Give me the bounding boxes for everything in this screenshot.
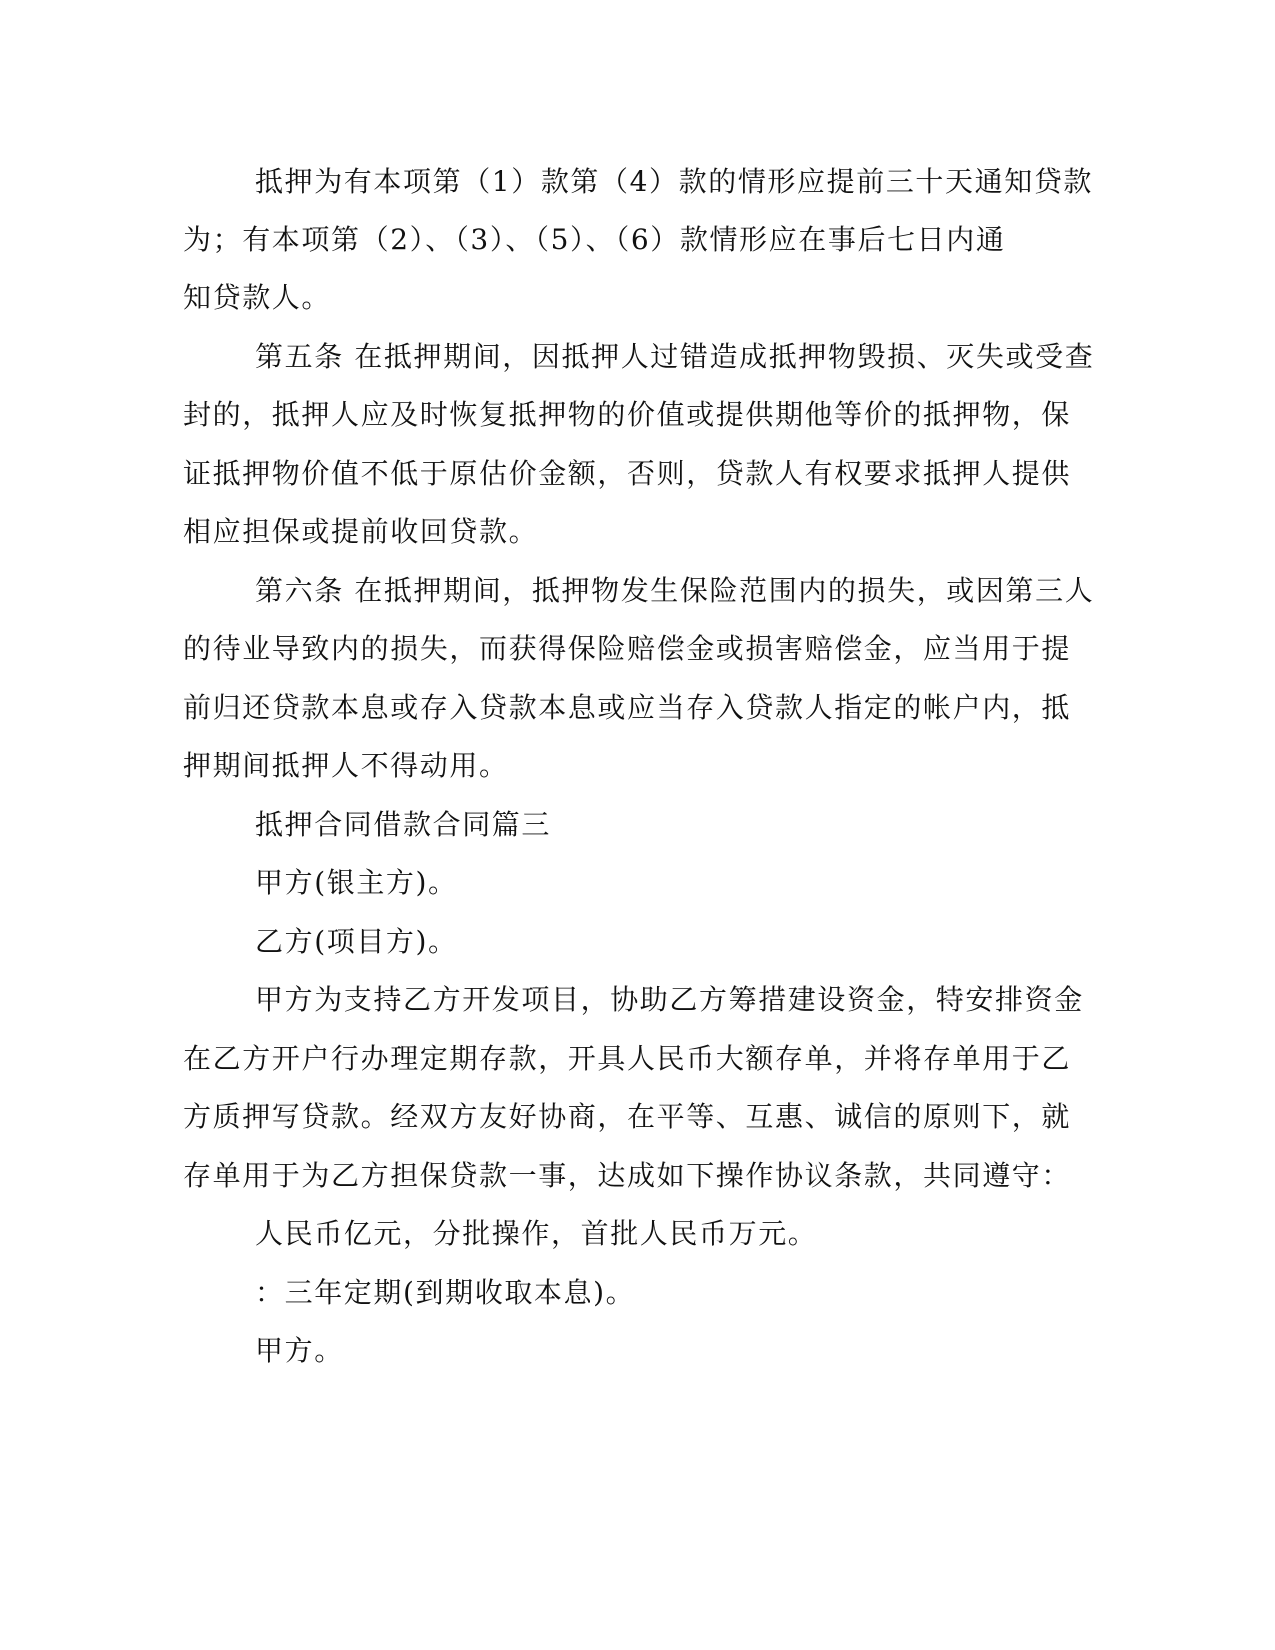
section-heading: 抵押合同借款合同篇三 xyxy=(255,808,552,841)
paragraph-line: 证抵押物价值不低于原估价金额，否则，贷款人有权要求抵押人提供 xyxy=(183,457,1072,490)
paragraph-line: 甲方为支持乙方开发项目，协助乙方筹措建设资金，特安排资金 xyxy=(255,983,1084,1016)
paragraph-line: 知贷款人。 xyxy=(183,281,332,314)
paragraph-line: 抵押为有本项第（1）款第（4）款的情形应提前三十天通知贷款 xyxy=(255,165,1094,198)
paragraph-line: 前归还贷款本息或存入贷款本息或应当存入贷款人指定的帐户内，抵 xyxy=(183,691,1072,724)
party-a-line: 甲方(银主方)。 xyxy=(255,866,458,899)
paragraph-line: 在乙方开户行办理定期存款，开具人民币大额存单，并将存单用于乙 xyxy=(183,1042,1072,1075)
party-a-line: 甲方。 xyxy=(255,1334,344,1367)
party-b-line: 乙方(项目方)。 xyxy=(255,925,458,958)
paragraph-line: 封的，抵押人应及时恢复抵押物的价值或提供期他等价的抵押物，保 xyxy=(183,398,1072,431)
term-line: ：三年定期(到期收取本息)。 xyxy=(255,1276,636,1309)
paragraph-line: 相应担保或提前收回贷款。 xyxy=(183,515,539,548)
article-six-line: 第六条 在抵押期间，抵押物发生保险范围内的损失，或因第三人 xyxy=(255,574,1095,607)
paragraph-line: 为；有本项第（2）、（3）、（5）、（6）款情形应在事后七日内通 xyxy=(183,223,1006,256)
paragraph-line: 的待业导致内的损失，而获得保险赔偿金或损害赔偿金，应当用于提 xyxy=(183,632,1072,665)
article-five-line: 第五条 在抵押期间，因抵押人过错造成抵押物毁损、灭失或受查 xyxy=(255,340,1095,373)
paragraph-line: 方质押写贷款。经双方友好协商，在平等、互惠、诚信的原则下，就 xyxy=(183,1100,1072,1133)
amount-line: 人民币亿元，分批操作，首批人民币万元。 xyxy=(255,1217,818,1250)
paragraph-line: 存单用于为乙方担保贷款一事，达成如下操作协议条款，共同遵守： xyxy=(183,1159,1072,1192)
paragraph-line: 押期间抵押人不得动用。 xyxy=(183,749,509,782)
